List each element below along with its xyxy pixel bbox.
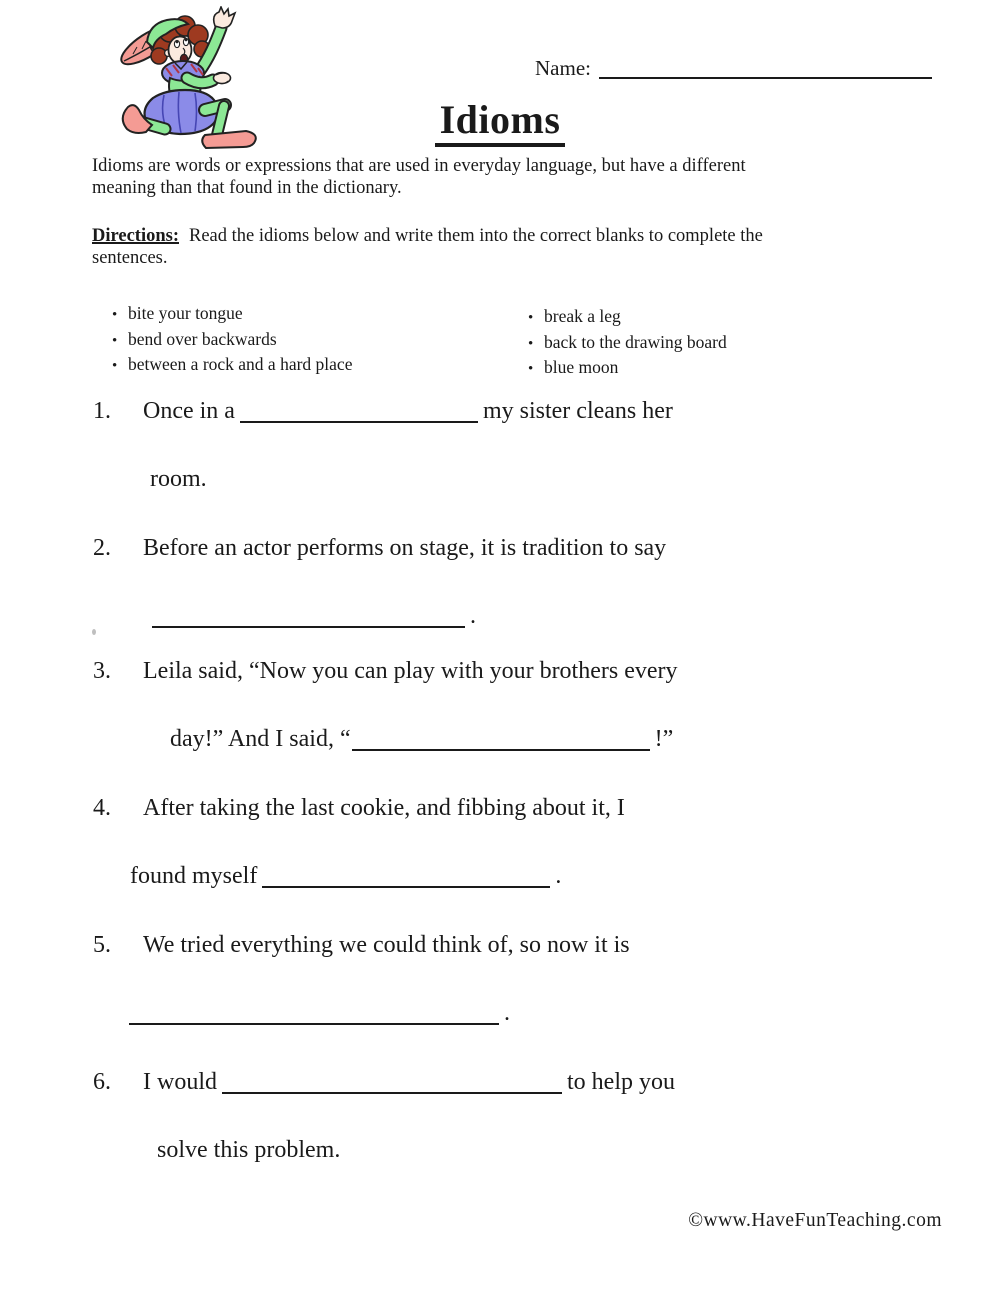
intro-line: Idioms are words or expressions that are used in everyday language, but have a different [92, 156, 746, 176]
directions-text: Read the idioms below and write them into the correct blanks to complete the [189, 226, 763, 246]
print-speck [92, 629, 96, 635]
question-text: !” [654, 726, 674, 752]
answer-blank-1[interactable] [240, 399, 478, 423]
question-2 [93, 533, 973, 632]
word-bank-item: • bend over backwards [112, 328, 352, 354]
question-5 [93, 930, 973, 1029]
question-text: We tried everything we could think of, so now it is [143, 932, 630, 958]
name-line[interactable] [599, 57, 932, 79]
question-text: Once in a [143, 398, 235, 424]
question-text: Before an actor performs on stage, it is tradition to say [143, 535, 667, 561]
bullet-icon: • [112, 358, 118, 374]
question-number: 2. [93, 535, 111, 561]
word-bank-right [528, 305, 727, 382]
answer-blank-3[interactable] [352, 727, 650, 751]
question-number: 5. [93, 932, 111, 958]
question-text: solve this problem. [157, 1137, 341, 1163]
bullet-icon: • [528, 310, 534, 326]
question-number: 3. [93, 658, 111, 684]
word-bank-item: • blue moon [528, 356, 727, 382]
question-text: Leila said, “Now you can play with your brothers every [143, 658, 678, 684]
word-bank-left [112, 302, 352, 379]
question-text: to help you [567, 1069, 675, 1095]
directions-label: Directions: [92, 226, 179, 246]
footer-credit: ©www.HaveFunTeaching.com [688, 1210, 942, 1231]
page-title [0, 96, 1000, 143]
directions [92, 225, 763, 269]
bullet-icon: • [528, 361, 534, 377]
word-bank-item: • between a rock and a hard place [112, 353, 352, 379]
question-1 [93, 396, 973, 495]
question-number: 4. [93, 795, 111, 821]
bullet-icon: • [112, 332, 118, 349]
question-4 [93, 793, 973, 892]
question-6 [93, 1067, 973, 1166]
question-text: After taking the last cookie, and fibbing about it, I [143, 795, 625, 821]
question-text: . [504, 1000, 510, 1026]
question-text: . [470, 603, 476, 629]
question-text: day!” And I said, “ [170, 726, 351, 752]
directions-text: sentences. [92, 248, 168, 268]
word-bank-item: • back to the drawing board [528, 331, 727, 357]
question-number: 1. [93, 398, 111, 424]
intro-paragraph [92, 155, 746, 199]
question-text: I would [143, 1069, 217, 1095]
word-bank-item: • bite your tongue [112, 302, 352, 328]
question-text: room. [150, 466, 207, 492]
question-text: my sister cleans her [482, 398, 673, 424]
word-bank-item: • break a leg [528, 305, 727, 331]
name-row [535, 56, 932, 81]
bullet-icon: • [528, 335, 534, 352]
question-text: found myself [130, 863, 258, 889]
answer-blank-4[interactable] [262, 864, 550, 888]
answer-blank-5[interactable] [129, 1001, 499, 1025]
question-number: 6. [93, 1069, 111, 1095]
bullet-icon: • [112, 307, 118, 323]
question-3 [93, 656, 973, 755]
intro-line: meaning than that found in the dictionary. [92, 178, 402, 198]
forward-arm [187, 73, 231, 84]
question-text: . [555, 863, 562, 889]
answer-blank-2[interactable] [152, 604, 465, 628]
page-title-text: Idioms [435, 97, 566, 147]
answer-blank-6[interactable] [222, 1070, 562, 1094]
name-label: Name: [535, 56, 591, 80]
